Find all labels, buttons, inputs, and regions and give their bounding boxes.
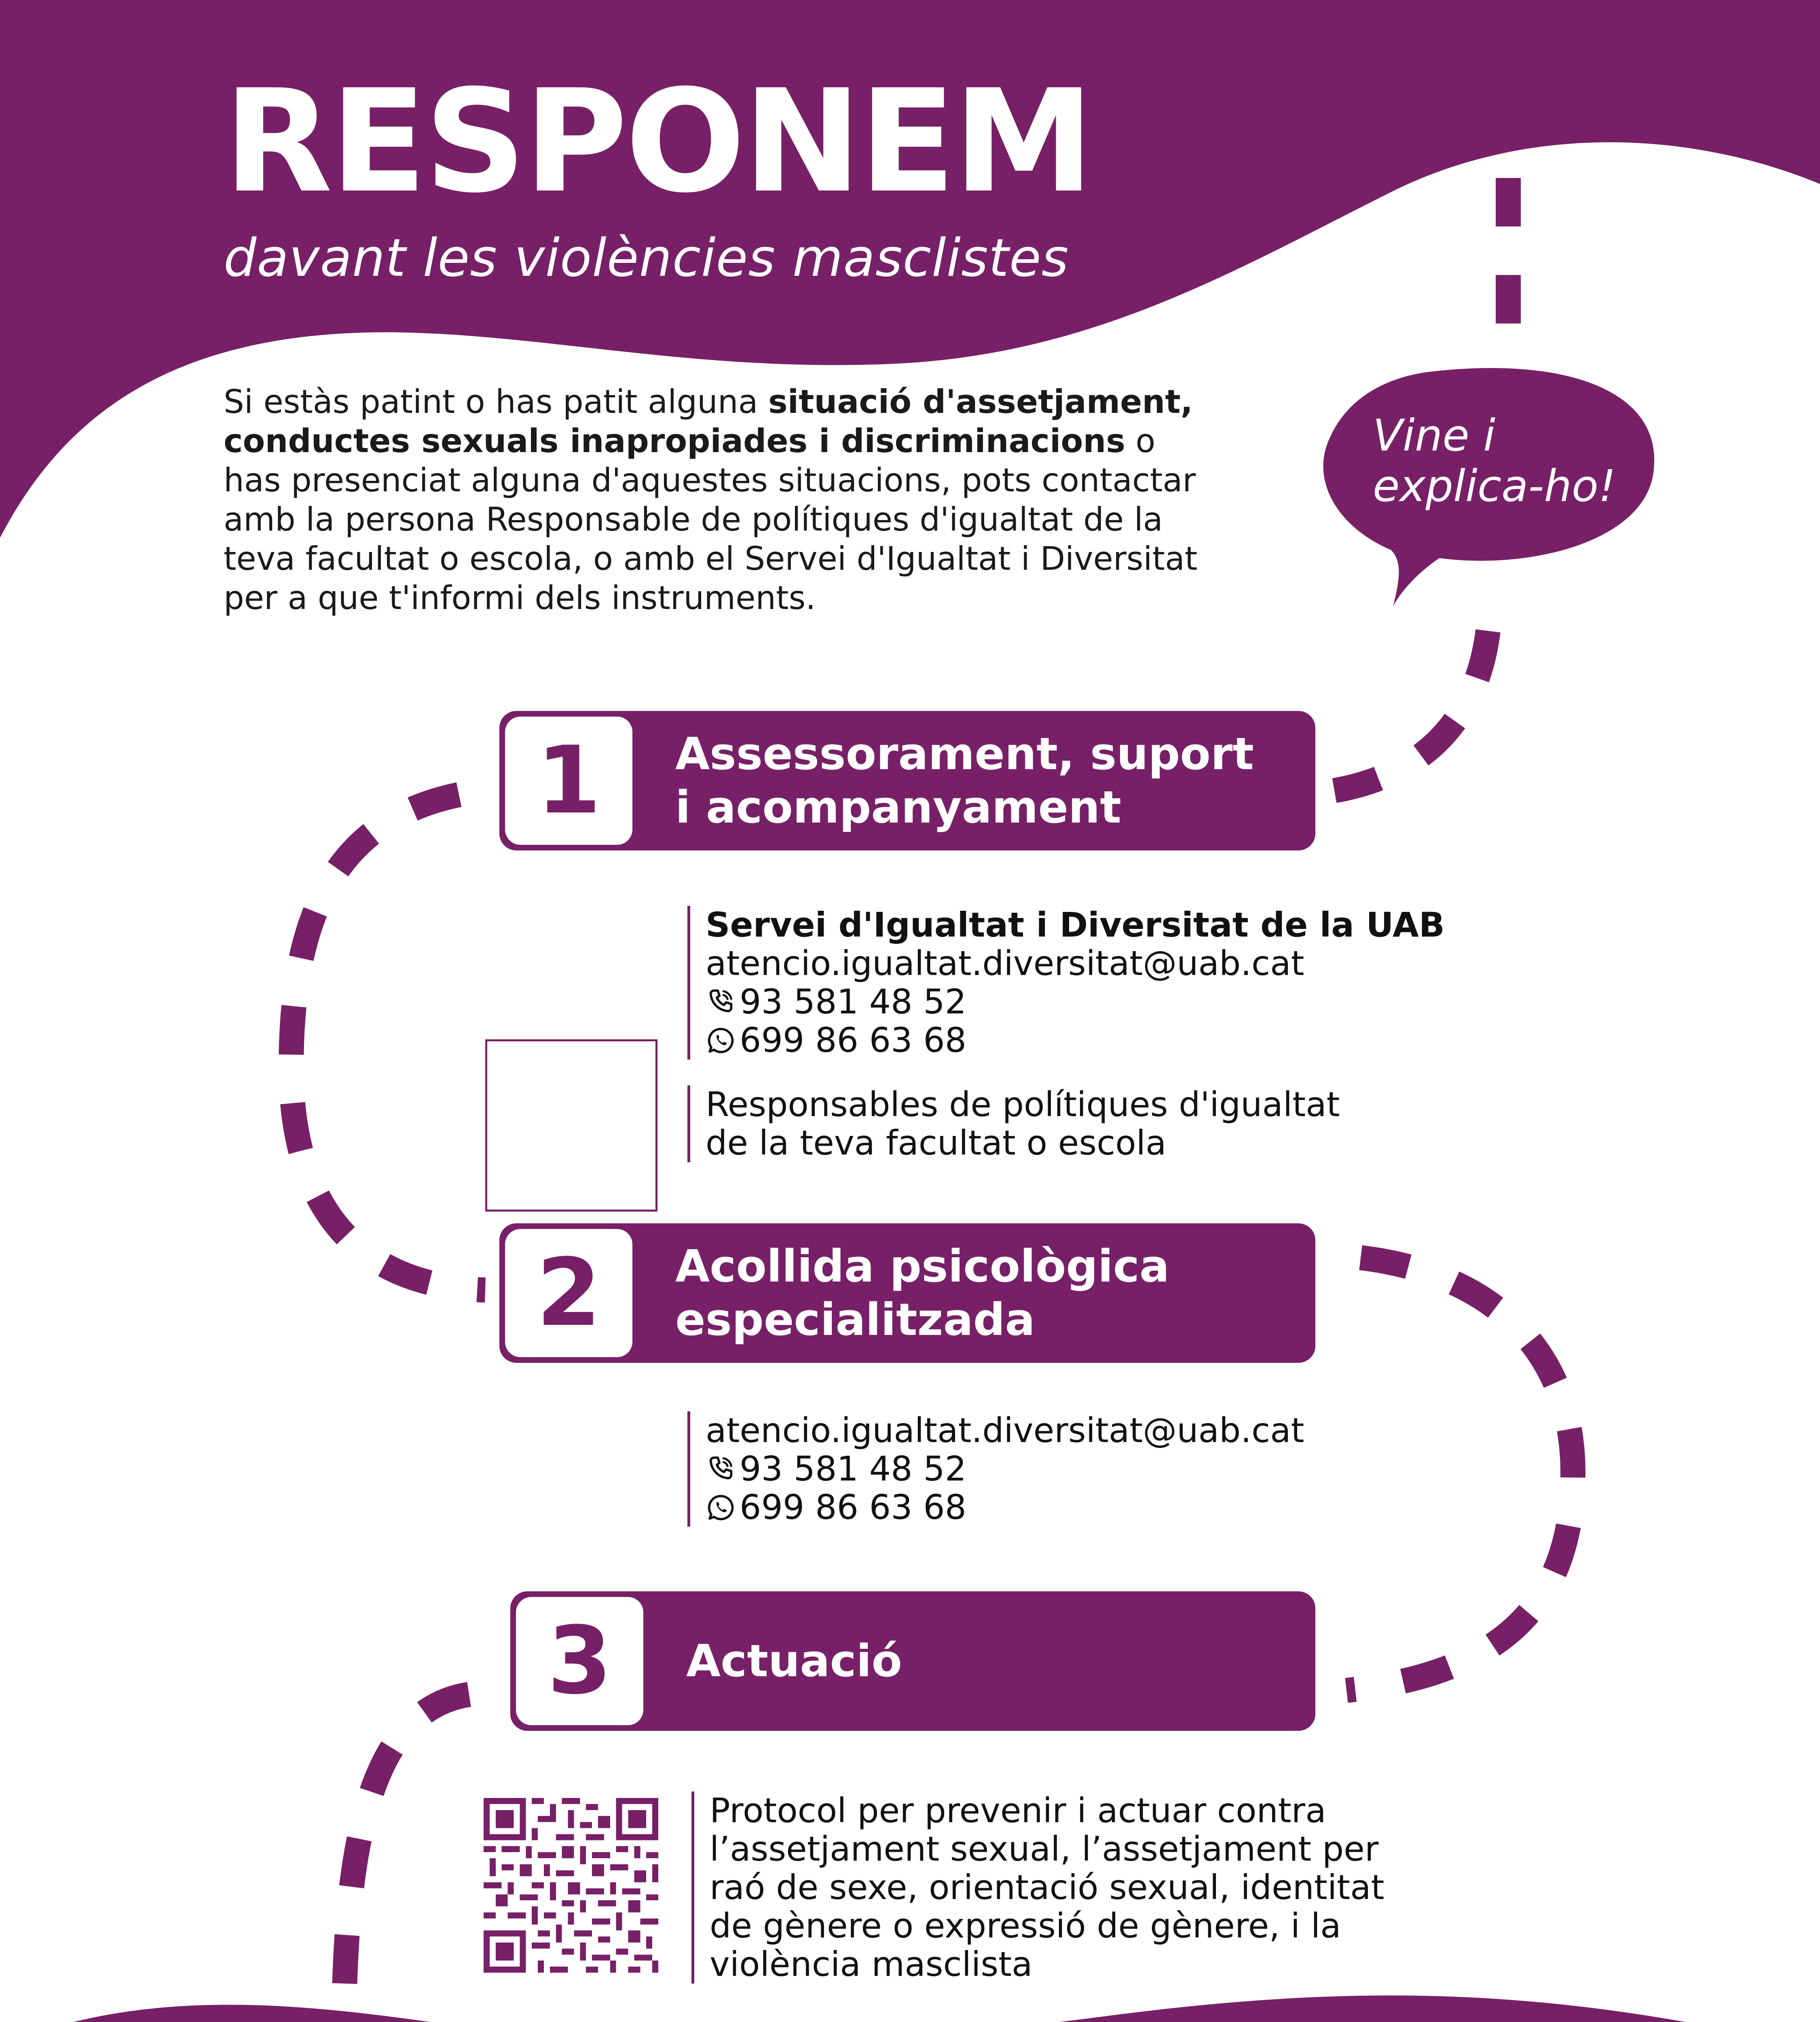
step-1-header <box>499 711 1315 850</box>
step-2-contact <box>687 1411 1304 1527</box>
step-2-number-box <box>505 1229 632 1357</box>
step-2-title-line-2: especialitzada <box>675 1294 1035 1345</box>
step-3-title <box>686 1634 902 1688</box>
qr-code-icon[interactable] <box>484 1798 658 1973</box>
step-3-protocol <box>691 1791 1385 1984</box>
speech-bubble-line-2: explica-ho! <box>1373 461 1616 512</box>
phone-icon <box>706 987 736 1017</box>
intro-paragraph <box>224 382 1214 618</box>
contact-phone-row <box>706 983 1445 1021</box>
protocol-line-1: Protocol per prevenir i actuar contra <box>710 1791 1326 1830</box>
contact-organization: Servei d'Igualtat i Diversitat de la UAB <box>706 905 1445 945</box>
image-placeholder <box>485 1039 657 1212</box>
contact-whatsapp[interactable]: 699 86 63 68 <box>740 1020 967 1060</box>
step-2-number: 2 <box>536 1239 601 1347</box>
whatsapp-icon <box>706 1025 736 1056</box>
contact-phone[interactable]: 93 581 48 52 <box>740 1449 967 1489</box>
step-3-number: 3 <box>547 1607 612 1715</box>
intro-text-end: o has presenciat alguna d'aquestes situacions, pots contactar amb la persona Responsable de polítiques d'igualtat de la teva facultat o escola, o amb el Servei d'Igualtat i Diversitat per a que t'informi dels instruments. <box>224 422 1198 617</box>
speech-bubble-text <box>1373 410 1616 512</box>
intro-text-bold: situació d'assetjament, conductes sexuals inapropiades i discriminacions <box>224 383 1193 460</box>
whatsapp-icon <box>706 1492 736 1523</box>
step-1-title <box>675 727 1254 834</box>
contact-whatsapp[interactable]: 699 86 63 68 <box>740 1487 967 1527</box>
contact-phone-row <box>706 1450 1304 1488</box>
step-3-number-box <box>516 1597 643 1725</box>
step-1-title-line-1: Assessorament, suport <box>675 728 1254 780</box>
step-1-number-box <box>505 717 632 845</box>
contact-email[interactable]: atencio.igualtat.diversitat@uab.cat <box>706 943 1304 983</box>
page-title: RESPONEM <box>224 59 1092 224</box>
responsables-line-1: Responsables de polítiques d'igualtat <box>706 1085 1340 1124</box>
protocol-line-3: raó de sexe, orientació sexual, identitat <box>710 1868 1385 1907</box>
contact-whatsapp-row <box>706 1488 1304 1527</box>
responsables-line-2: de la teva facultat o escola <box>706 1123 1167 1163</box>
intro-text-start: Si estàs patint o has patit alguna <box>224 383 769 421</box>
protocol-line-5: violència masclista <box>710 1944 1033 1984</box>
phone-icon <box>706 1454 736 1485</box>
step-2-title <box>675 1239 1169 1346</box>
step-2-title-line-1: Acollida psicològica <box>675 1240 1170 1292</box>
contact-whatsapp-row <box>706 1021 1445 1060</box>
contact-email[interactable]: atencio.igualtat.diversitat@uab.cat <box>706 1411 1304 1450</box>
speech-bubble-line-1: Vine i <box>1373 410 1496 461</box>
step-3-header <box>510 1591 1315 1731</box>
step-2-header <box>499 1223 1315 1363</box>
step-3-title-line-1: Actuació <box>686 1635 902 1687</box>
protocol-line-4: de gènere o expressió de gènere, i la <box>710 1906 1341 1946</box>
protocol-line-2: l’assetjament sexual, l’assetjament per <box>710 1829 1379 1869</box>
page-subtitle: davant les violències masclistes <box>224 228 1069 288</box>
step-1-contact <box>687 906 1445 1060</box>
contact-phone[interactable]: 93 581 48 52 <box>740 982 967 1022</box>
step-1-responsables <box>687 1085 1340 1162</box>
step-1-title-line-2: i acompanyament <box>675 781 1121 833</box>
step-1-number: 1 <box>536 726 601 835</box>
